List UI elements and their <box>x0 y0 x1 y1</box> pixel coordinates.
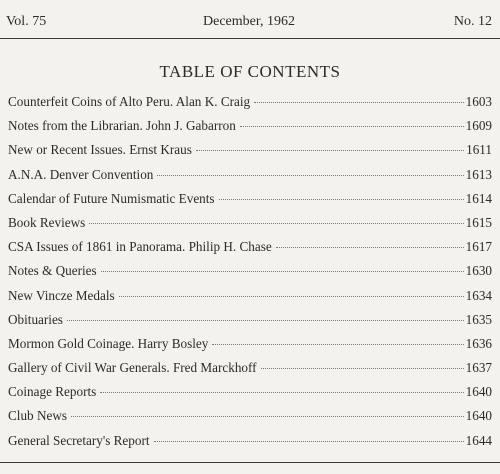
dot-leader <box>100 392 463 393</box>
toc-entry <box>8 408 492 432</box>
toc-entry-page: 1613 <box>465 166 492 182</box>
toc-entry-title: Counterfeit Coins of Alto Peru. Alan K. Craig <box>8 94 251 109</box>
dot-leader <box>157 175 463 176</box>
toc-entry-title: Mormon Gold Coinage. Harry Bosley <box>8 335 209 351</box>
toc-entry-page: 1611 <box>466 142 492 158</box>
dot-leader <box>240 126 464 127</box>
masthead <box>6 14 492 34</box>
dot-leader <box>276 247 464 248</box>
toc-entry <box>8 239 492 263</box>
toc-entry-title: Obituaries <box>8 311 63 327</box>
toc-entry <box>8 167 492 191</box>
toc-entry-page: 1637 <box>465 360 492 376</box>
page-title: TABLE OF CONTENTS <box>159 62 341 81</box>
toc-entry <box>8 215 492 239</box>
toc-entry-page: 1636 <box>465 335 492 351</box>
toc-entry-title: New or Recent Issues. Ernst Kraus <box>8 142 192 158</box>
dot-leader <box>89 223 463 224</box>
dot-leader <box>212 344 463 345</box>
toc-entry <box>8 336 492 360</box>
toc-entry-page: 1640 <box>465 384 492 400</box>
toc-entry-page: 1603 <box>465 94 492 109</box>
toc-entry <box>8 360 492 384</box>
toc-entry-title: General Secretary's Report <box>8 432 150 448</box>
toc-entry-page: 1634 <box>465 287 492 303</box>
toc-entry-title: New Vincze Medals <box>8 287 115 303</box>
toc-entry-page: 1644 <box>465 432 492 448</box>
toc-entry-page: 1635 <box>465 311 492 327</box>
toc-entry-title: A.N.A. Denver Convention <box>8 166 154 182</box>
dot-leader <box>196 150 464 151</box>
toc-entry-page: 1617 <box>465 239 492 255</box>
toc-entry-page: 1615 <box>465 214 492 230</box>
toc-entry <box>8 94 492 118</box>
issue-number: No. 12 <box>453 14 492 29</box>
dot-leader <box>119 296 464 297</box>
toc-entry-title: Book Reviews <box>8 214 86 230</box>
toc-entry-title: Notes & Queries <box>8 263 97 279</box>
dot-leader <box>261 368 464 369</box>
toc-list <box>8 94 492 457</box>
toc-entry-page: 1640 <box>465 408 492 424</box>
top-rule <box>0 38 500 39</box>
dot-leader <box>219 199 464 200</box>
toc-entry-title: Calendar of Future Numismatic Events <box>8 190 215 206</box>
toc-entry-title: CSA Issues of 1861 in Panorama. Philip H. Chase <box>8 239 272 255</box>
dot-leader <box>101 271 464 272</box>
toc-entry-page: 1609 <box>465 118 492 134</box>
toc-entry-page: 1614 <box>465 190 492 206</box>
toc-entry <box>8 384 492 408</box>
dot-leader <box>254 102 464 103</box>
issue-date: December, 1962 <box>203 14 295 29</box>
toc-entry-title: Gallery of Civil War Generals. Fred Marckhoff <box>8 360 257 376</box>
toc-entry <box>8 142 492 166</box>
toc-entry <box>8 433 492 457</box>
toc-entry <box>8 288 492 312</box>
toc-entry <box>8 191 492 215</box>
toc-entry-page: 1630 <box>465 263 492 279</box>
toc-entry-title: Club News <box>8 408 67 424</box>
dot-leader <box>67 320 464 321</box>
bottom-rule <box>0 462 500 463</box>
toc-entry-title: Coinage Reports <box>8 384 97 400</box>
toc-entry <box>8 263 492 287</box>
dot-leader <box>71 416 464 417</box>
toc-entry <box>8 118 492 142</box>
dot-leader <box>154 441 464 442</box>
toc-entry <box>8 312 492 336</box>
volume-label: Vol. 75 <box>6 14 47 29</box>
toc-entry-title: Notes from the Librarian. John J. Gabarron <box>8 118 236 134</box>
